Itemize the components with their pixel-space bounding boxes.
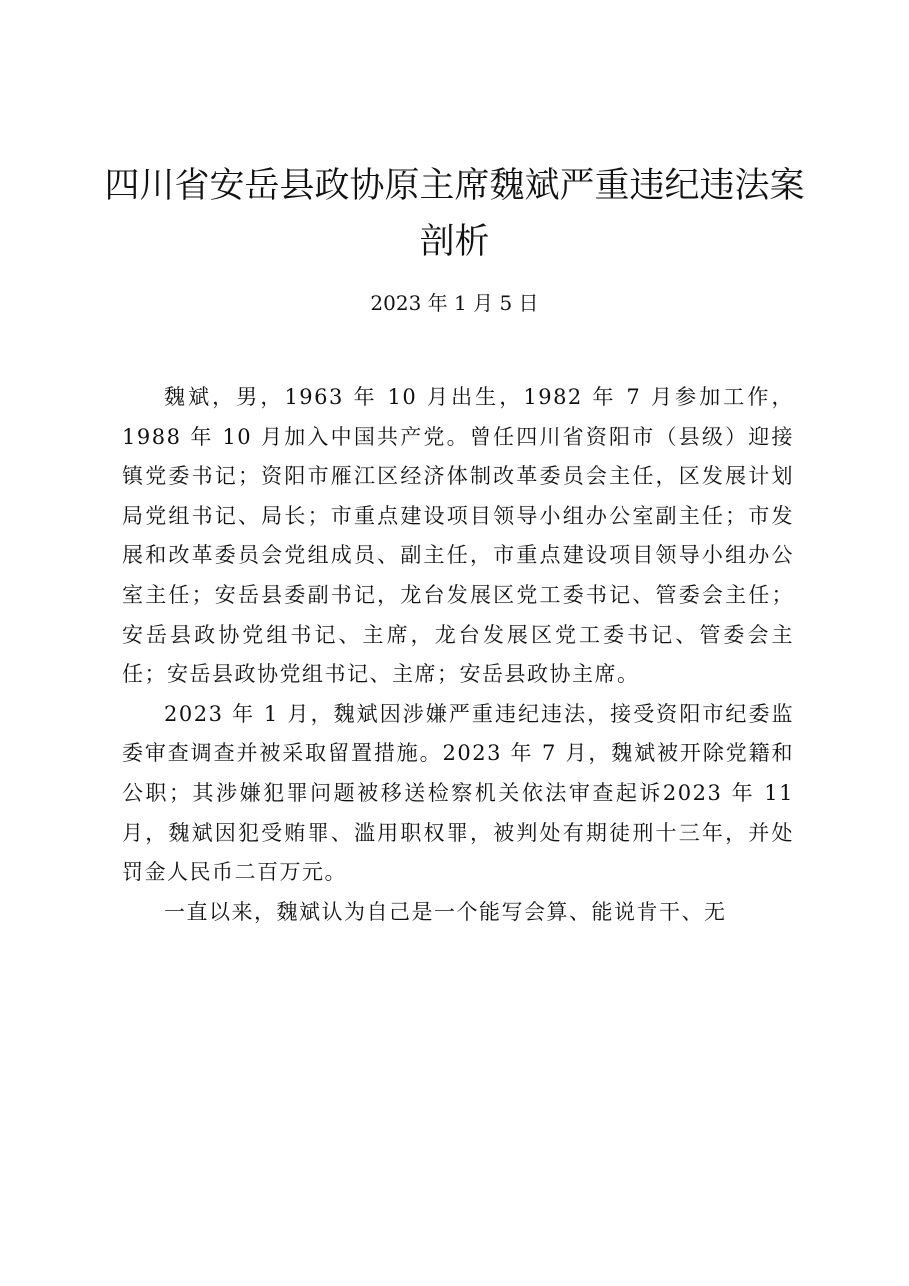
- document-title: 四川省安岳县政协原主席魏斌严重违纪违法案剖析: [104, 166, 805, 262]
- document-date: 2023 年 1 月 5 日: [370, 291, 539, 315]
- paragraph-self-assessment: 一直以来，魏斌认为自己是一个能写会算、能说肯干、无: [164, 899, 727, 924]
- paragraph-investigation: 2023 年 1 月，魏斌因涉嫌严重违纪违法，接受资阳市纪委监委审查调查并被采取留置措施。2023 年 7 月，魏斌被开除党籍和公职；其涉嫌犯罪问题被移送检察机关依法审查起诉2023 年 11 月，魏斌因犯受贿罪、滥用职权罪，被判处有期徒刑十三年，并处罚金人民币二百万元。: [122, 701, 794, 885]
- document-body: [122, 378, 794, 932]
- paragraph-biography: 魏斌，男，1963 年 10 月出生，1982 年 7 月参加工作，1988 年 10 月加入中国共产党。曾任四川省资阳市（县级）迎接镇党委书记；资阳市雁江区经济体制改革委员会主任，区发展计划局党组书记、局长；市重点建设项目领导小组办公室副主任；市发展和改革委员会党组成员、副主任，市重点建设项目领导小组办公室主任；安岳县委副书记，龙台发展区党工委书记、管委会主任；安岳县政协党组书记、主席，龙台发展区党工委书记、管委会主任；安岳县政协党组书记、主席；安岳县政协主席。: [122, 385, 794, 687]
